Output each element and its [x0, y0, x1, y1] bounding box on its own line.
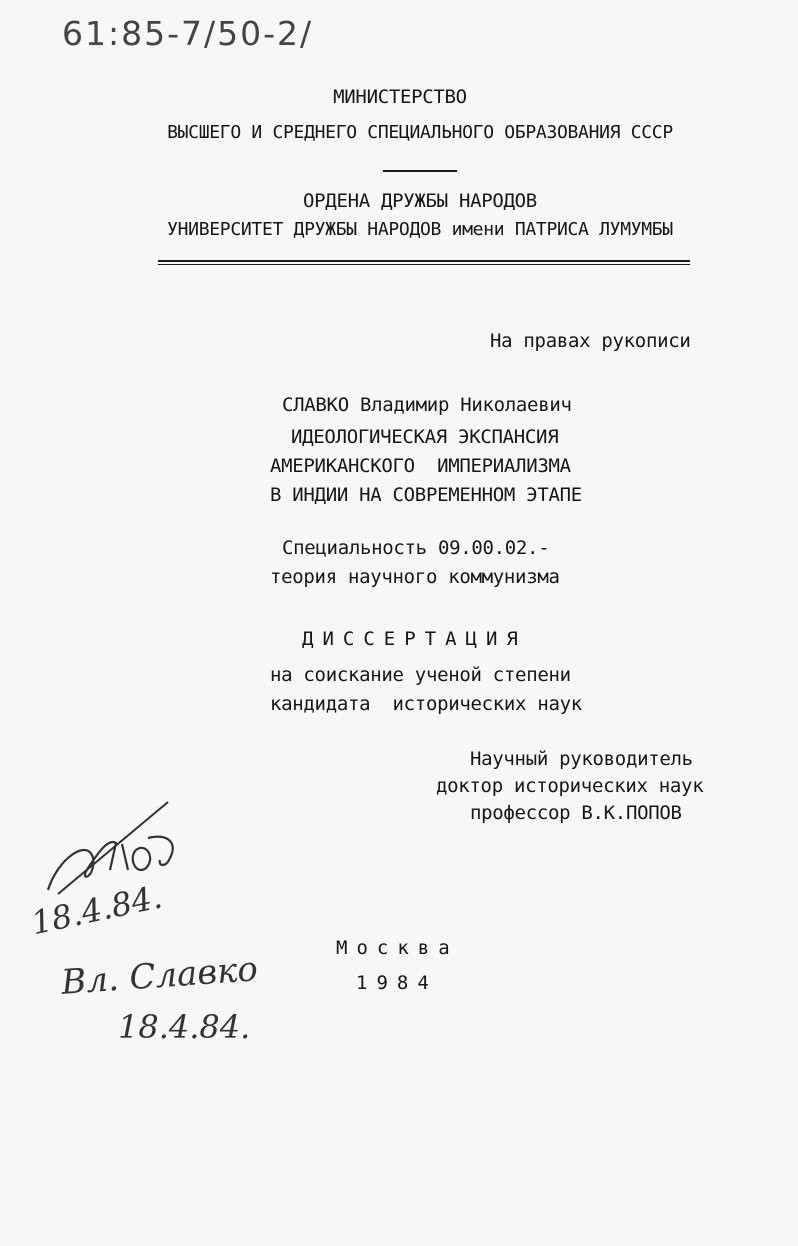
ministry-line-1: МИНИСТЕРСТВО [333, 86, 467, 108]
university-line-1: ОРДЕНА ДРУЖБЫ НАРОДОВ [303, 190, 537, 212]
supervisor-line-1: Научный руководитель [470, 748, 693, 770]
handwritten-signature-bottom: Вл. Славко [60, 949, 260, 1003]
university-line-2: УНИВЕРСИТЕТ ДРУЖБЫ НАРОДОВ имени ПАТРИСА ЛУМУМБЫ [167, 219, 673, 240]
title-line-1: ИДЕОЛОГИЧЕСКАЯ ЭКСПАНСИЯ [291, 426, 559, 448]
title-line-2: АМЕРИКАНСКОГО ИМПЕРИАЛИЗМА [270, 455, 571, 477]
dissertation-heading: ДИССЕРТАЦИЯ [302, 628, 527, 650]
city: Москва [336, 937, 459, 959]
degree-line-2: кандидата исторических наук [270, 693, 582, 715]
author-name: СЛАВКО Владимир Николаевич [282, 394, 572, 416]
manuscript-rights-note: На правах рукописи [490, 330, 691, 352]
year: 1984 [356, 972, 438, 994]
supervisor-line-2: доктор исторических наук [436, 775, 704, 797]
short-divider [383, 170, 457, 172]
degree-line-1: на соискание ученой степени [270, 664, 571, 686]
ministry-line-2: ВЫСШЕГО И СРЕДНЕГО СПЕЦИАЛЬНОГО ОБРАЗОВАНИЯ СССР [167, 122, 673, 143]
header-double-rule-bottom [158, 264, 690, 265]
header-double-rule-top [158, 260, 690, 262]
specialty-line-2: теория научного коммунизма [270, 566, 560, 588]
specialty-line-1: Специальность 09.00.02.- [282, 537, 550, 559]
title-line-3: В ИНДИИ НА СОВРЕМЕННОМ ЭТАПЕ [270, 484, 582, 506]
archive-mark: 61:85-7/50-2/ [62, 14, 314, 53]
supervisor-line-3: профессор В.К.ПОПОВ [470, 802, 682, 824]
handwritten-date-top: 18.4.84. [28, 877, 166, 943]
handwritten-date-bottom: 18.4.84. [118, 1008, 251, 1046]
